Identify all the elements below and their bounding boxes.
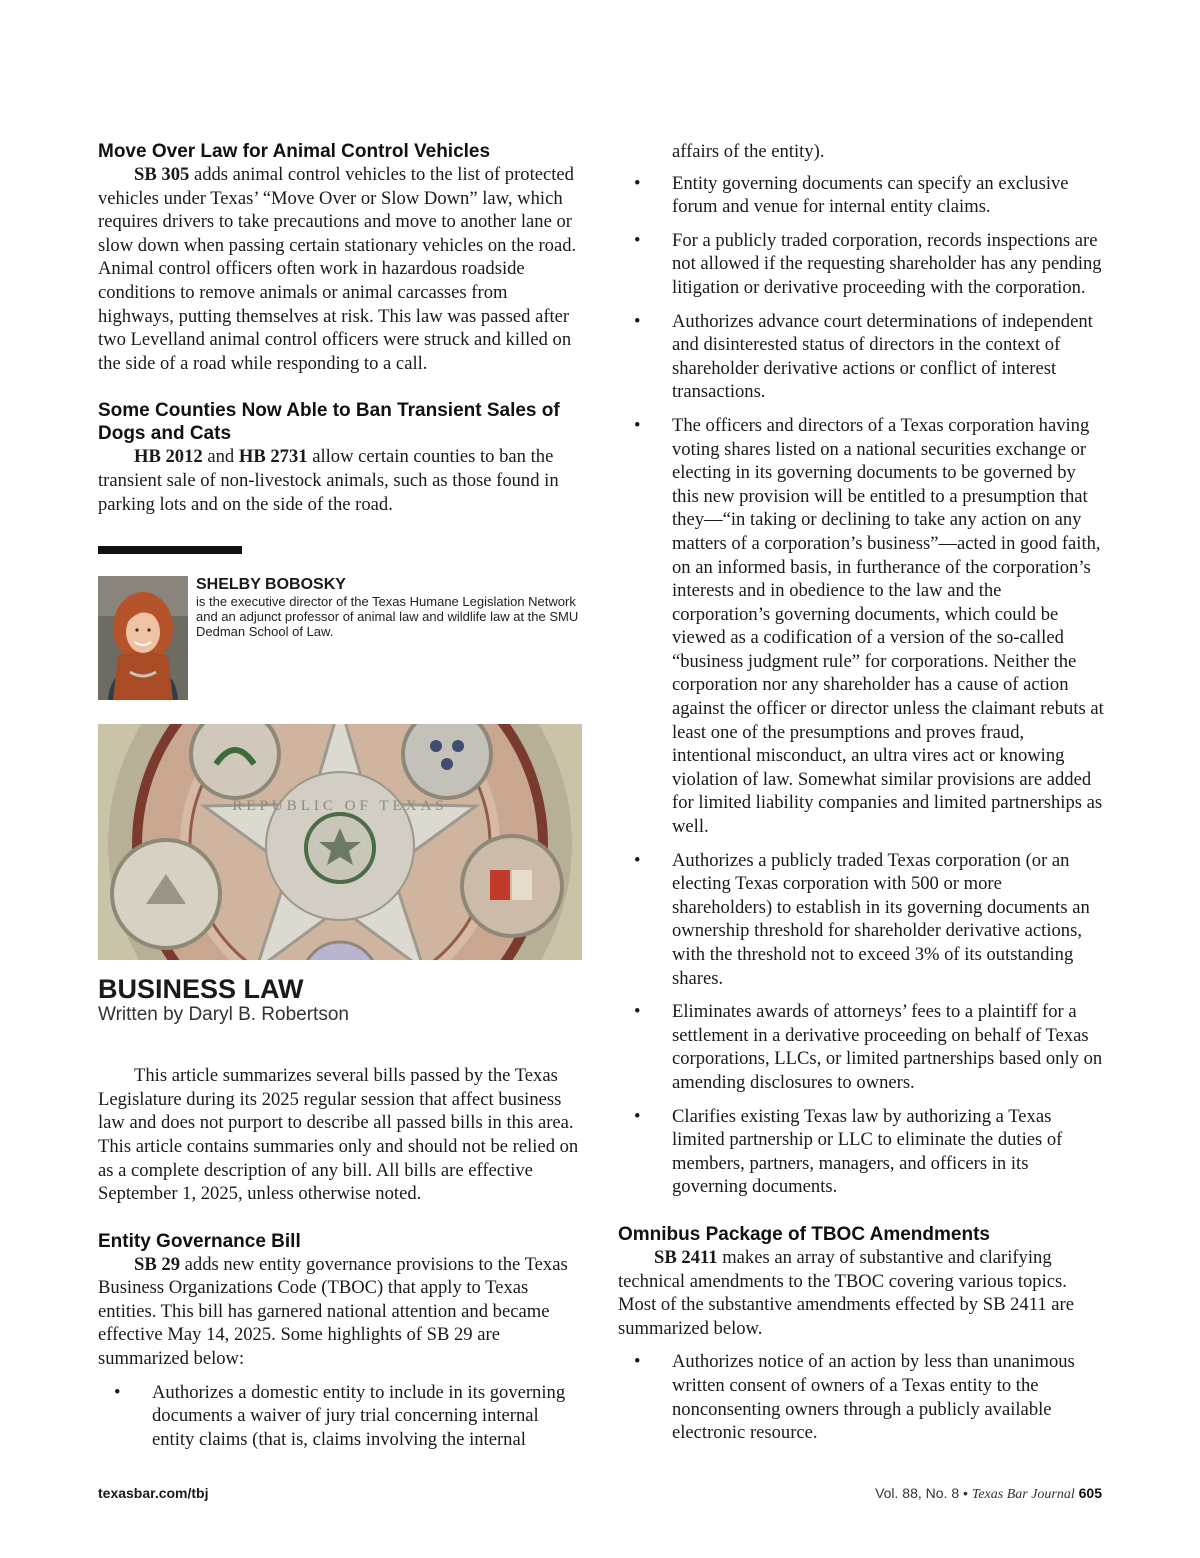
- bill-sb305: SB 305: [134, 164, 190, 185]
- transient-sales-paragraph: HB 2012 and HB 2731 allow certain counties to ban the transient sale of non-livestock animals, such as those found in parking lots and on the side of the road.: [98, 446, 559, 515]
- bullet-icon: •: [634, 1001, 641, 1023]
- animal-control-paragraph: SB 305 adds animal control vehicles to the list of protected vehicles under Texas’ “Move Over or Slow Down” law, which requires drivers to take precautions and move to another lane or slow down when passing certain stationary vehicles on the road. Animal control officers often work in hazardous roadside conditions to remove animals or animal carcasses from highways, putting themselves at risk. This law was passed after two Levelland animal control officers were struck and killed on the side of a road while responding to a call.: [98, 164, 577, 374]
- byline: Written by Daryl B. Robertson: [98, 1004, 349, 1026]
- list-item: • Authorizes advance court determinations of independent and disinterested status of directors in the context of shareholder derivative actions or conflict of interest transactions.: [634, 310, 1093, 403]
- intro-paragraph: This article summarizes several bills passed by the Texas Legislature during its 2025 regular session that affect business law and does not purport to describe all passed bills in this area. This article contains summaries only and should not be relied on as a complete description of any bill. All bills are effective September 1, 2025, unless otherwise noted.: [98, 1065, 579, 1205]
- bullet-icon: •: [634, 1105, 641, 1127]
- journal-name: Texas Bar Journal: [971, 1487, 1075, 1502]
- omnibus-paragraph: SB 2411 makes an array of substantive and clarifying technical amendments to the TBOC covering various topics. Most of the substantive amendments effected by SB 2411 are summarized below.: [618, 1246, 1074, 1339]
- omnibus-list: [618, 1350, 1104, 1444]
- author-photo: [98, 576, 188, 700]
- bill-sb2411: SB 2411: [654, 1246, 718, 1268]
- issue-volume: Vol. 88, No. 8: [875, 1485, 960, 1501]
- list-item-continued: affairs of the entity).: [672, 141, 825, 162]
- list-item: • The officers and directors of a Texas corporation having voting shares listed on a national securities exchange or electing in its governing documents to be governed by this new provision will be entitled to a presumption that they—“in taking or declining to take any action on any matters of a corporation’s business”—acted in good faith, on an informed basis, in furtherance of the corporation’s interests and in obedience to the law and the corporation’s governing documents, which could be viewed as a codification of a version of the so-called “business judgment rule” for corporations. Neither the corporation nor any shareholder has a cause of action against the officer or director unless the claimant rebuts at least one of the presumptions and proves fraud, intentional misconduct, an ultra vires act or knowing violation of law. Somewhat similar provisions are added for limited liability companies and limited partnerships as well.: [634, 414, 1104, 838]
- seal-inscription: REPUBLIC OF TEXAS: [232, 798, 448, 815]
- bill-hb2731: HB 2731: [238, 446, 308, 468]
- bill-sb29: SB 29: [134, 1253, 180, 1275]
- bullet-icon: •: [634, 849, 641, 871]
- bullet-icon: •: [634, 310, 641, 332]
- entity-governance-paragraph: SB 29 adds new entity governance provisions to the Texas Business Organizations Code (TBOC) that apply to Texas entities. This bill has garnered national attention and became effective May 14, 2025. Some highlights of SB 29 are summarized below:: [98, 1253, 568, 1370]
- list-item: • Eliminates awards of attorneys’ fees to a plaintiff for a settlement in a derivative proceeding on behalf of Texas corporations, LLCs, or limited partnerships based only on amending disclosures to owners.: [634, 1001, 1103, 1093]
- list-item: • Authorizes a publicly traded Texas corporation (or an electing Texas corporation with 500 or more shareholders) to establish in its governing documents an ownership threshold for shareholder derivative actions, with the threshold not to exceed 3% of its outstanding shares.: [634, 849, 1090, 989]
- footer-url: texasbar.com/tbj: [98, 1485, 209, 1501]
- entity-governance-list: [98, 1381, 584, 1452]
- footer-issue: [875, 1485, 1102, 1503]
- author-name: SHELBY BOBOSKY: [196, 576, 346, 594]
- animal-control-heading: Move Over Law for Animal Control Vehicles: [98, 141, 491, 162]
- bullet-icon: •: [634, 229, 641, 251]
- list-item: • Entity governing documents can specify an exclusive forum and venue for internal entity claims.: [634, 172, 1069, 218]
- transient-sales-heading: Some Counties Now Able to Ban Transient Sales of Dogs and Cats: [98, 400, 560, 445]
- page-number: 605: [1078, 1485, 1102, 1501]
- entity-governance-list-continued: [618, 140, 1104, 1199]
- bullet-icon: •: [634, 414, 641, 436]
- bill-hb2012: HB 2012: [134, 446, 203, 468]
- list-item: • Authorizes a domestic entity to include in its governing documents a waiver of jury trial concerning internal entity claims (that is, claims involving the internal: [114, 1381, 566, 1450]
- list-item: • Authorizes notice of an action by less than unanimous written consent of owners of a Texas entity to the nonconsenting owners through a publicly available electronic resource.: [634, 1351, 1075, 1444]
- bullet-icon: •: [634, 1351, 641, 1373]
- left-column: [98, 140, 584, 1461]
- footer-separator: •: [963, 1485, 968, 1501]
- author-box: [98, 576, 584, 700]
- bullet-icon: •: [114, 1381, 121, 1403]
- section-title: BUSINESS LAW: [98, 974, 304, 1005]
- author-bio: is the executive director of the Texas Humane Legislation Network and an adjunct professor of animal law and wildlife law at the SMU Dedman School of Law.: [196, 594, 579, 640]
- omnibus-heading: Omnibus Package of TBOC Amendments: [618, 1223, 990, 1245]
- list-item: • Clarifies existing Texas law by authorizing a Texas limited partnership or LLC to eliminate the duties of members, partners, managers, and officers in its governing documents.: [634, 1105, 1063, 1198]
- right-column: [618, 140, 1104, 1455]
- list-item: • For a publicly traded corporation, records inspections are not allowed if the requesting shareholder has any pending litigation or derivative proceeding with the corporation.: [634, 229, 1102, 298]
- republic-of-texas-seal-image: [98, 724, 582, 960]
- divider-rule: [98, 546, 242, 554]
- entity-governance-heading: Entity Governance Bill: [98, 1230, 301, 1252]
- bullet-icon: •: [634, 172, 641, 194]
